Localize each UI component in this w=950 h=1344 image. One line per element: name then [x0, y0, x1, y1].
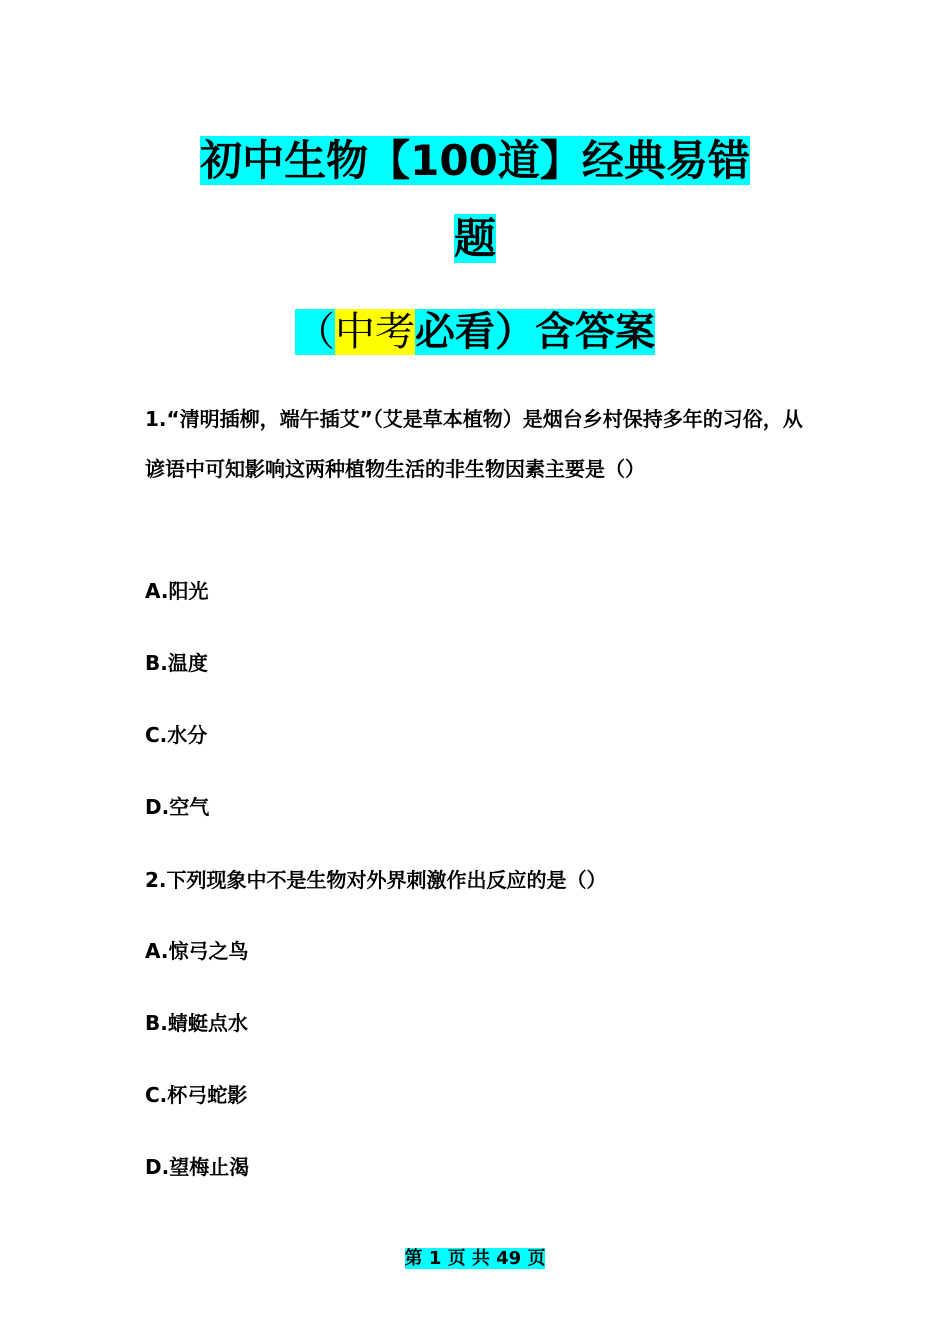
document-title-line-1: [0, 130, 950, 192]
title-highlight: 初中生物【100道】经典易错: [200, 136, 750, 185]
question-2-text: 2.下列现象中不是生物对外界刺激作出反应的是（）: [145, 868, 607, 892]
title-highlight: 题: [453, 214, 496, 263]
question-2-option-b: B.蜻蜓点水: [145, 1011, 248, 1035]
page-number: 第 1 页 共 49 页: [404, 1248, 546, 1269]
subtitle-highlight-yellow: 中考: [335, 309, 415, 355]
question-1-option-a: A.阳光: [145, 579, 209, 603]
question-2-option-a: A.惊弓之鸟: [145, 939, 249, 963]
question-1-option-b: B.温度: [145, 651, 208, 675]
question-1-option-c: C.水分: [145, 723, 208, 747]
document-title-line-2: [0, 208, 950, 270]
question-2-option-d: D.望梅止渴: [145, 1155, 250, 1179]
question-2-option-c: C.杯弓蛇影: [145, 1083, 248, 1107]
subtitle-rest: 必看）含答案: [415, 309, 655, 355]
question-1-option-d: D.空气: [145, 795, 210, 819]
subtitle-open-paren: （: [295, 309, 335, 355]
question-1-text: 1.“清明插柳，端午插艾”（艾是草本植物）是烟台乡村保持多年的习俗，从谚语中可知影响这两种植物生活的非生物因素主要是（）: [145, 407, 803, 481]
page-footer: [0, 1245, 950, 1273]
document-subtitle: [0, 302, 950, 362]
